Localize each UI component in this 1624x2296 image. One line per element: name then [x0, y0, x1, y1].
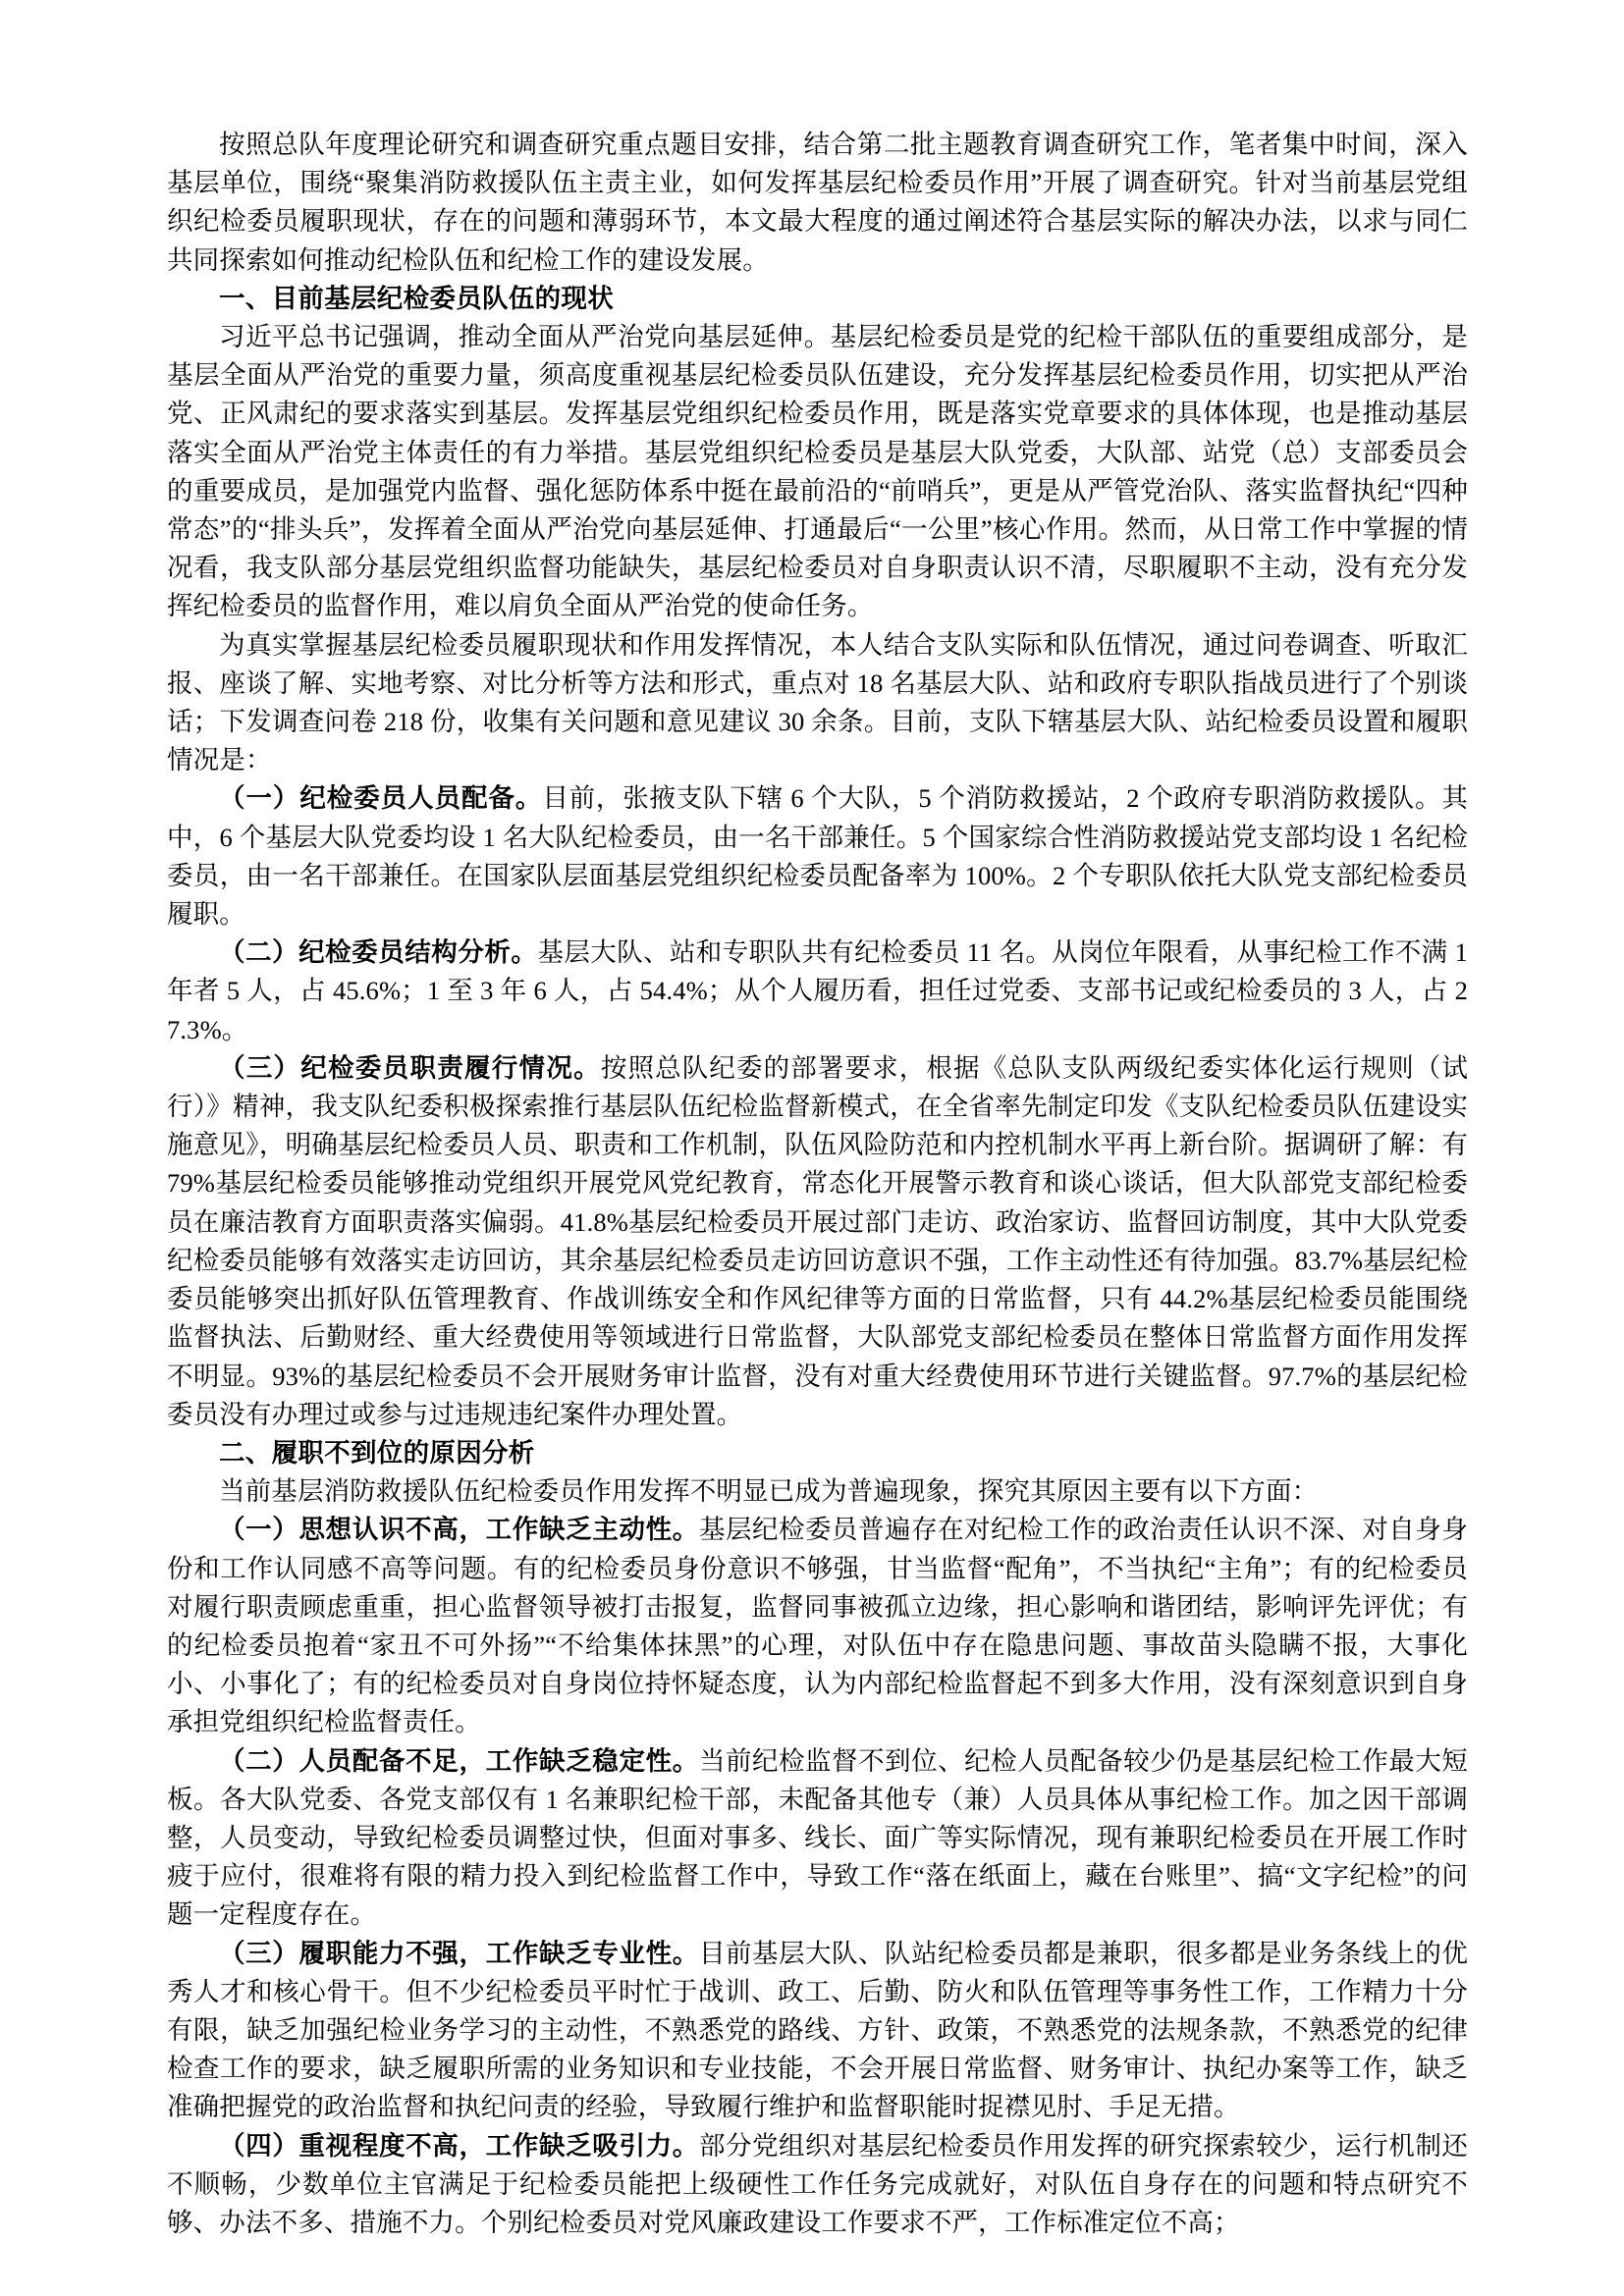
document-body — [167, 126, 1468, 2242]
subsection-one-two — [167, 934, 1468, 1049]
subsection-one-three — [167, 1049, 1468, 1434]
section-one-paragraph-one: 习近平总书记强调，推动全面从严治党向基层延伸。基层纪检委员是党的纪检干部队伍的重要组成部分，是基层全面从严治党的重要力量，须高度重视基层纪检委员队伍建设，充分发挥基层纪检委员作用，切实把从严治党、正风肃纪的要求落实到基层。发挥基层党组织纪检委员作用，既是落实党章要求的具体体现，也是推动基层落实全面从严治党主体责任的有力举措。基层党组织纪检委员是基层大队党委，大队部、站党（总）支部委员会的重要成员，是加强党内监督、强化惩防体系中挺在最前沿的“前哨兵”，更是从严管党治队、落实监督执纪“四种常态”的“排头兵”，发挥着全面从严治党向基层延伸、打通最后“一公里”核心作用。然而，从日常工作中掌握的情况看，我支队部分基层党组织监督功能缺失，基层纪检委员对自身职责认识不清，尽职履职不主动，没有充分发挥纪检委员的监督作用，难以肩负全面从严治党的使命任务。 — [167, 322, 1468, 621]
subsection-two-four — [167, 2127, 1468, 2243]
section-heading-one: 一、目前基层纪检委员队伍的现状 — [219, 283, 614, 313]
section-heading-two: 二、履职不到位的原因分析 — [219, 1437, 535, 1468]
subsection-two-one-text: 基层纪检委员普遍存在对纪检工作的政治责任认识不深、对自身身份和工作认同感不高等问题。有的纪检委员身份意识不够强，甘当监督“配角”，不当执纪“主角”；有的纪检委员对履行职责顾虑重重，担心监督领导被打击报复，监督同事被孤立边缘，担心影响和谐团结，影响评先评优；有的纪检委员抱着“家丑不可外扬”“不给集体抹黑”的心理，对队伍中存在隐患问题、事故苗头隐瞒不报，大事化小、小事化了；有的纪检委员对自身岗位持怀疑态度，认为内部纪检监督起不到多大作用，没有深刻意识到自身承担党组织纪检监督责任。 — [167, 1515, 1468, 1737]
section-two-paragraph-one: 当前基层消防救援队伍纪检委员作用发挥不明显已成为普遍现象，探究其原因主要有以下方面： — [219, 1476, 1319, 1507]
subsection-two-three-text: 目前基层大队、队站纪检委员都是兼职，很多都是业务条线上的优秀人才和核心骨干。但不少纪检委员平时忙于战训、政工、后勤、防火和队伍管理等事务性工作，工作精力十分有限，缺乏加强纪检业务学习的主动性，不熟悉党的路线、方针、政策，不熟悉党的法规条款，不熟悉党的纪律检查工作的要求，缺乏履职所需的业务知识和专业技能，不会开展日常监督、财务审计、执纪办案等工作，缺乏准确把握党的政治监督和执纪问责的经验，导致履行维护和监督职能时捉襟见肘、手足无措。 — [167, 1938, 1468, 2122]
subsection-one-one — [167, 779, 1468, 934]
subsection-two-two-lead: （二）人员配备不足，工作缺乏稳定性。 — [219, 1745, 699, 1776]
subsection-two-two-text: 当前纪检监督不到位、纪检人员配备较少仍是基层纪检工作最大短板。各大队党委、各党支部仅有 1 名兼职纪检干部，未配备其他专（兼）人员具体从事纪检工作。加之因干部调整，人员变动，导致纪检委员调整过快，但面对事多、线长、面广等实际情况，现有兼职纪检委员在开展工作时疲于应付，很难将有限的精力投入到纪检监督工作中，导致工作“落在纸面上，藏在台账里”、搞“文字纪检”的问题一定程度存在。 — [167, 1745, 1468, 1930]
subsection-one-one-text: 目前，张掖支队下辖 6 个大队，5 个消防救援站，2 个政府专职消防救援队。其中，6 个基层大队党委均设 1 名大队纪检委员，由一名干部兼任。5 个国家综合性消防救援站党支部均设 1 名纪检委员，由一名干部兼任。在国家队层面基层党组织纪检委员配备率为 100%。2 个专职队依托大队党支部纪检委员履职。 — [167, 783, 1468, 930]
section-one-paragraph-two: 为真实掌握基层纪检委员履职现状和作用发挥情况，本人结合支队实际和队伍情况，通过问卷调查、听取汇报、座谈了解、实地考察、对比分析等方法和形式，重点对 18 名基层大队、站和政府专职队指战员进行了个别谈话；下发调查问卷 218 份，收集有关问题和意见建议 30 余条。目前，支队下辖基层大队、站纪检委员设置和履职情况是： — [167, 629, 1468, 775]
subsection-two-three — [167, 1935, 1468, 2127]
subsection-one-one-lead: （一）纪检委员人员配备。 — [219, 783, 543, 814]
subsection-two-four-text: 部分党组织对基层纪检委员作用发挥的研究探索较少，运行机制还不顺畅，少数单位主官满足于纪检委员能把上级硬性工作任务完成就好，对队伍自身存在的问题和特点研究不够、办法不多、措施不力。个别纪检委员对党风廉政建设工作要求不严，工作标准定位不高； — [167, 2130, 1468, 2237]
subsection-one-three-lead: （三）纪检委员职责履行情况。 — [219, 1052, 601, 1083]
subsection-one-three-text: 按照总队纪委的部署要求，根据《总队支队两级纪委实体化运行规则（试行）》精神，我支队纪委积极探索推行基层队伍纪检监督新模式，在全省率先制定印发《支队纪检委员队伍建设实施意见》，明确基层纪检委员人员、职责和工作机制，队伍风险防范和内控机制水平再上新台阶。据调研了解：有 79%基层纪检委员能够推动党组织开展党风党纪教育，常态化开展警示教育和谈心谈话，但大队部党支部纪检委员在廉洁教育方面职责落实偏弱。41.8%基层纪检委员开展过部门走访、政治家访、监督回访制度，其中大队党委纪检委员能够有效落实走访回访，其余基层纪检委员走访回访意识不强，工作主动性还有待加强。83.7%基层纪检委员能够突出抓好队伍管理教育、作战训练安全和作风纪律等方面的日常监督，只有 44.2%基层纪检委员能围绕监督执法、后勤财经、重大经费使用等领域进行日常监督，大队部党支部纪检委员在整体日常监督方面作用发挥不明显。93%的基层纪检委员不会开展财务审计监督，没有对重大经费使用环节进行关键监督。97.7%的基层纪检委员没有办理过或参与过违规违纪案件办理处置。 — [167, 1052, 1468, 1429]
intro-paragraph: 按照总队年度理论研究和调查研究重点题目安排，结合第二批主题教育调查研究工作，笔者集中时间，深入基层单位，围绕“聚集消防救援队伍主责主业，如何发挥基层纪检委员作用”开展了调查研究。针对当前基层党组织纪检委员履职现状，存在的问题和薄弱环节，本文最大程度的通过阐述符合基层实际的解决办法，以求与同仁共同探索如何推动纪检队伍和纪检工作的建设发展。 — [167, 130, 1468, 275]
subsection-two-three-lead: （三）履职能力不强，工作缺乏专业性。 — [219, 1938, 699, 1968]
subsection-two-four-lead: （四）重视程度不高，工作缺乏吸引力。 — [219, 2130, 699, 2161]
subsection-two-one-lead: （一）思想认识不高，工作缺乏主动性。 — [219, 1515, 699, 1545]
subsection-one-two-text: 基层大队、站和专职队共有纪检委员 11 名。从岗位年限看，从事纪检工作不满 1 年者 5 人，占 45.6%；1 至 3 年 6 人，占 54.4%；从个人履历看，担任过党委、支部书记或纪检委员的 3 人，占 27.3%。 — [167, 937, 1468, 1044]
subsection-one-two-lead: （二）纪检委员结构分析。 — [219, 937, 538, 968]
subsection-two-one — [167, 1511, 1468, 1741]
subsection-two-two — [167, 1742, 1468, 1935]
